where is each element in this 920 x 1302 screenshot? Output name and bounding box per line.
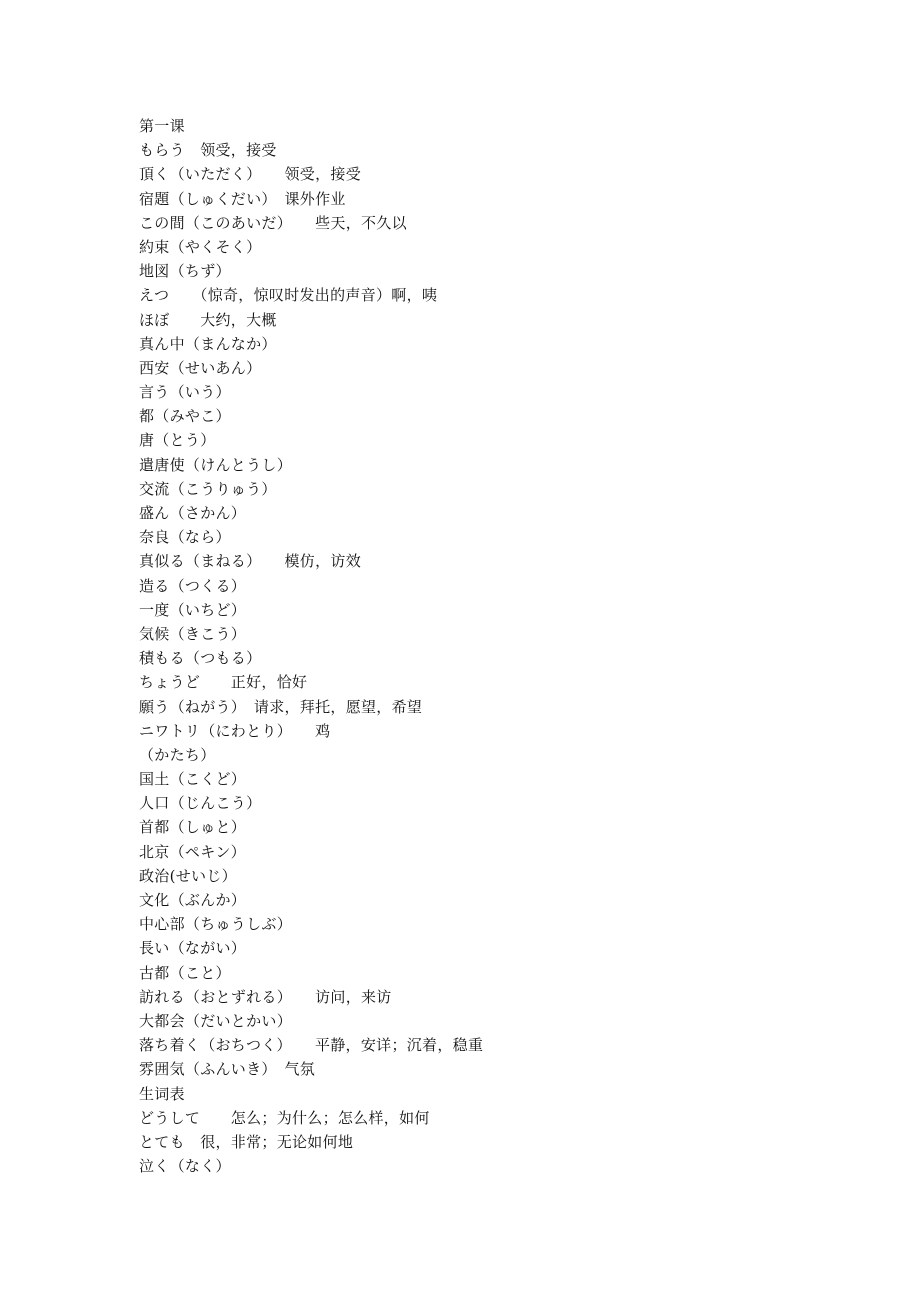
vocab-line: 願う（ねがう） 请求，拜托，愿望，希望 — [139, 697, 423, 716]
vocab-line: 言う（いう） — [139, 383, 231, 402]
vocab-line: 地図（ちず） — [139, 262, 231, 281]
vocab-line: 遣唐使（けんとうし） — [139, 455, 293, 474]
vocab-line: 首都（しゅと） — [139, 818, 247, 837]
section-heading: 生词表 — [139, 1084, 185, 1103]
vocab-line: 西安（せいあん） — [139, 358, 262, 377]
vocab-line: ちょうど 正好，恰好 — [139, 673, 308, 692]
vocab-line: 一度（いちど） — [139, 600, 247, 619]
vocab-line: 訪れる（おとずれる） 访问，来访 — [139, 987, 392, 1006]
vocab-line: 都（みやこ） — [139, 407, 231, 426]
vocab-line: 交流（こうりゅう） — [139, 479, 277, 498]
vocab-line: どうして 怎么；为什么；怎么样，如何 — [139, 1108, 430, 1127]
vocab-line: 宿題（しゅくだい） 课外作业 — [139, 189, 346, 208]
vocab-line: 長い（ながい） — [139, 939, 247, 958]
vocab-line: 雰囲気（ふんいき） 气氛 — [139, 1060, 316, 1079]
vocab-line: 頂く（いただく） 领受，接受 — [139, 165, 362, 184]
vocab-line: 古都（こと） — [139, 963, 231, 982]
vocab-line: とても 很，非常；无论如何地 — [139, 1132, 354, 1151]
vocab-line: ほぼ 大约，大概 — [139, 310, 277, 329]
vocab-line: （かたち） — [139, 745, 216, 764]
vocab-line: ニワトリ（にわとり） 鸡 — [139, 721, 331, 740]
vocabulary-list — [139, 114, 839, 1178]
vocab-line: 文化（ぶんか） — [139, 891, 247, 909]
vocab-line: 北京（ペキン） — [139, 842, 246, 861]
vocab-line: 真ん中（まんなか） — [139, 334, 277, 353]
vocab-line: もらう 领受，接受 — [139, 141, 277, 160]
vocab-line: 中心部（ちゅうしぶ） — [139, 915, 293, 934]
vocab-line: 国土（こくど） — [139, 770, 247, 789]
vocab-line: えつ （惊奇，惊叹时发出的声音）啊，咦 — [139, 286, 438, 305]
vocab-line: この間（このあいだ） 些天，不久以 — [139, 213, 407, 232]
vocab-line: 約束（やくそく） — [139, 237, 262, 256]
vocab-line: 大都会（だいとかい） — [139, 1011, 293, 1030]
vocab-line: 泣く（なく） — [139, 1157, 231, 1176]
vocab-line: 造る（つくる） — [139, 576, 247, 595]
vocab-line: 奈良（なら） — [139, 528, 231, 547]
vocab-line: 真似る（まねる） 模仿，访效 — [139, 552, 362, 571]
vocab-line: 積もる（つもる） — [139, 649, 262, 668]
vocab-line: 盛ん（さかん） — [139, 504, 247, 522]
vocab-line: 落ち着く（おちつく） 平静，安详；沉着，稳重 — [139, 1036, 484, 1055]
lesson-title: 第一课 — [139, 117, 185, 135]
vocab-line: 唐（とう） — [139, 431, 216, 450]
vocab-line: 政治(せいじ） — [139, 866, 237, 885]
vocab-line: 人口（じんこう） — [139, 794, 262, 813]
vocab-line: 気候（きこう） — [139, 624, 247, 643]
